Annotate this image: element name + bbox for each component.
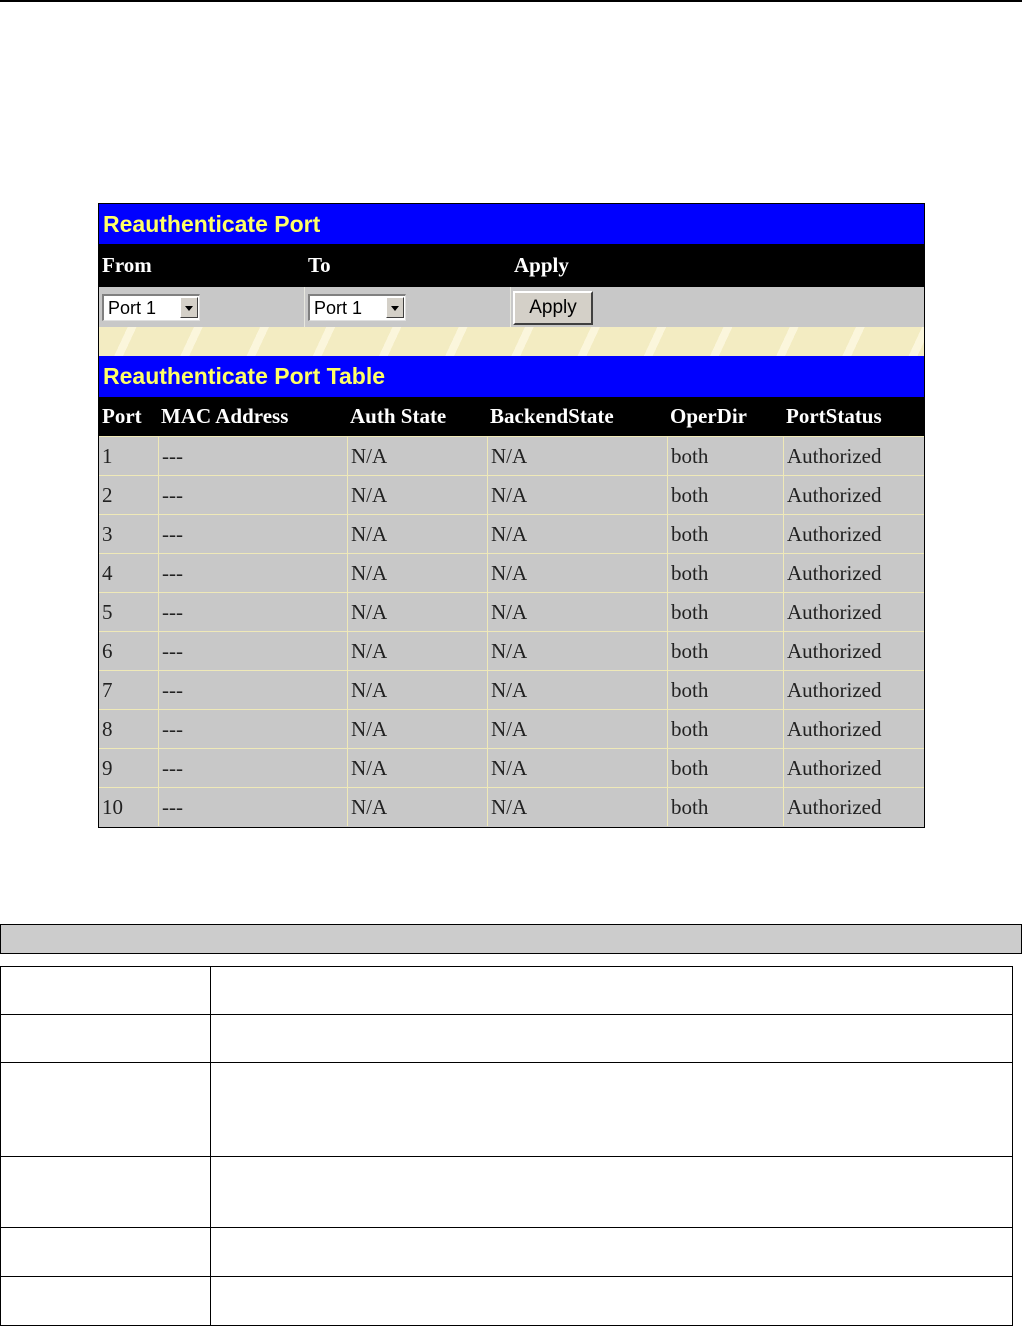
description-detail-cell [211,1063,1012,1156]
cell-port-status: Authorized [783,710,924,748]
cell-mac-address: --- [158,749,347,787]
table-header-row [99,397,924,436]
cell-auth-state: N/A [347,554,487,592]
cell-auth-state: N/A [347,788,487,826]
cell-port-status: Authorized [783,437,924,475]
cell-port: 5 [102,599,113,624]
cell-port: 1 [102,443,113,468]
apply-button[interactable]: Apply [513,291,593,325]
cell-port: 6 [102,638,113,663]
cell-backend-state: N/A [487,749,667,787]
col-header-oper-dir: OperDir [670,404,747,428]
description-term-cell [1,1063,211,1156]
cell-port: 10 [102,794,123,819]
description-row [0,1228,1013,1277]
cell-auth-state: N/A [347,749,487,787]
cell-mac-address: --- [158,515,347,553]
cell-oper-dir: both [667,788,783,826]
description-term-cell [1,1015,211,1062]
to-port-value: Port 1 [314,298,363,318]
cell-port-status: Authorized [783,593,924,631]
reauth-header-row [99,244,924,287]
cell-backend-state: N/A [487,593,667,631]
table-row [99,748,924,787]
description-term-cell [1,1157,211,1227]
table-row [99,631,924,670]
description-row [0,1277,1013,1326]
cell-port: 9 [102,755,113,780]
cell-oper-dir: both [667,437,783,475]
table-row [99,670,924,709]
cell-port-status: Authorized [783,749,924,787]
cell-port: 7 [102,677,113,702]
cell-oper-dir: both [667,671,783,709]
cell-mac-address: --- [158,710,347,748]
cell-auth-state: N/A [347,593,487,631]
table-row [99,709,924,748]
cell-port-status: Authorized [783,632,924,670]
col-header-port: Port [102,404,142,428]
to-header: To [308,253,331,277]
from-header: From [102,253,152,277]
cell-oper-dir: both [667,632,783,670]
table-row [99,514,924,553]
description-table [0,966,1013,1326]
table-title: Reauthenticate Port Table [99,356,924,397]
col-header-auth-state: Auth State [350,404,447,428]
cell-oper-dir: both [667,710,783,748]
cell-port: 3 [102,521,113,546]
description-row [0,1063,1013,1157]
table-row [99,787,924,826]
cell-backend-state: N/A [487,671,667,709]
cell-oper-dir: both [667,476,783,514]
cell-port-status: Authorized [783,515,924,553]
chevron-down-icon[interactable] [386,297,404,318]
description-row [0,1157,1013,1228]
cell-auth-state: N/A [347,632,487,670]
chevron-down-icon[interactable] [180,297,198,318]
col-header-port-status: PortStatus [786,404,882,428]
description-detail-cell [211,1015,1012,1062]
from-port-value: Port 1 [108,298,157,318]
col-header-backend-state: BackendState [490,404,614,428]
cell-mac-address: --- [158,593,347,631]
description-term-cell [1,1228,211,1276]
top-rule [0,0,1022,2]
table-row [99,436,924,475]
description-detail-cell [211,1157,1012,1227]
cell-mac-address: --- [158,554,347,592]
cell-oper-dir: both [667,593,783,631]
col-header-mac-address: MAC Address [161,404,289,428]
table-row [99,475,924,514]
cell-port-status: Authorized [783,788,924,826]
cell-auth-state: N/A [347,671,487,709]
port-table-body [99,436,924,826]
description-row [0,967,1013,1015]
description-detail-cell [211,1228,1012,1276]
cell-mac-address: --- [158,437,347,475]
description-term-cell [1,1277,211,1325]
cell-backend-state: N/A [487,437,667,475]
column-divider [304,287,305,327]
cell-backend-state: N/A [487,476,667,514]
column-divider [510,287,511,327]
cell-port: 2 [102,482,113,507]
from-port-select[interactable] [102,294,200,321]
cell-auth-state: N/A [347,437,487,475]
to-port-select[interactable] [308,294,406,321]
reauthenticate-panel [98,203,925,828]
cell-backend-state: N/A [487,632,667,670]
cell-port: 8 [102,716,113,741]
cell-port-status: Authorized [783,554,924,592]
cell-mac-address: --- [158,632,347,670]
description-detail-cell [211,967,1012,1014]
table-row [99,553,924,592]
description-row [0,1015,1013,1063]
cell-port: 4 [102,560,113,585]
cell-oper-dir: both [667,515,783,553]
cell-oper-dir: both [667,749,783,787]
cell-auth-state: N/A [347,515,487,553]
description-term-cell [1,967,211,1014]
cell-auth-state: N/A [347,476,487,514]
decorative-band [99,327,924,356]
apply-header: Apply [514,253,569,277]
cell-backend-state: N/A [487,554,667,592]
panel-title: Reauthenticate Port [99,204,924,244]
cell-mac-address: --- [158,671,347,709]
cell-oper-dir: both [667,554,783,592]
cell-backend-state: N/A [487,515,667,553]
cell-port-status: Authorized [783,671,924,709]
table-row [99,592,924,631]
cell-backend-state: N/A [487,788,667,826]
cell-port-status: Authorized [783,476,924,514]
cell-auth-state: N/A [347,710,487,748]
description-header-bar [0,924,1022,954]
cell-mac-address: --- [158,476,347,514]
reauth-controls-row [99,287,924,327]
cell-mac-address: --- [158,788,347,826]
description-detail-cell [211,1277,1012,1325]
cell-backend-state: N/A [487,710,667,748]
